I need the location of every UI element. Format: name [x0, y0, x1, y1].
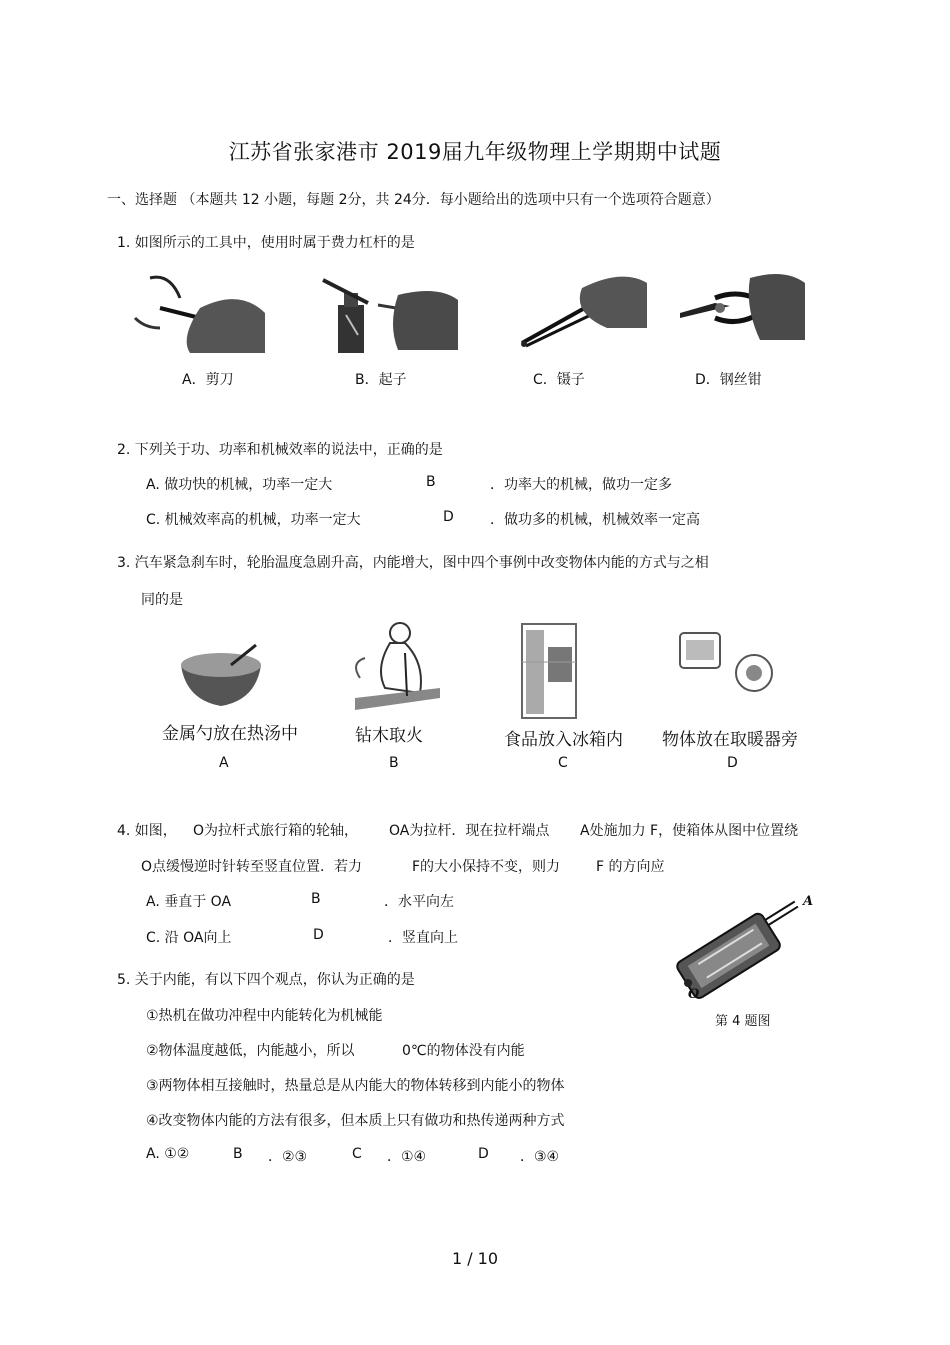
q5-stem: 5. 关于内能，有以下四个观点，你认为正确的是	[117, 972, 415, 988]
document-title: 江苏省张家港市 2019届九年级物理上学期期中试题	[228, 140, 722, 164]
drilling-wood-fire-image	[345, 618, 450, 713]
q4-line2-b: F的大小保持不变，则力	[412, 859, 561, 875]
q4-option-c: C. 沿 OA向上	[146, 930, 232, 946]
q5-option-d-text: ．③④	[520, 1149, 560, 1165]
bottle-opener-image	[318, 275, 458, 355]
figure-caption: 第 4 题图	[715, 1014, 771, 1029]
q4-line2-c: F 的方向应	[596, 859, 665, 875]
q5-option-d-letter: D	[478, 1146, 489, 1162]
q3-letter-c: C	[558, 755, 568, 771]
q3-stem-line1: 3. 汽车紧急刹车时，轮胎温度急剧升高，内能增大，图中四个事例中改变物体内能的方式与之相	[117, 555, 709, 571]
q5-option-b-letter: B	[233, 1146, 243, 1162]
page-number: 1 / 10	[451, 1249, 499, 1268]
q4-line1-a: 4. 如图，	[117, 823, 177, 839]
tweezers-image	[512, 268, 647, 350]
q5-item-4: ④改变物体内能的方法有很多，但本质上只有做功和热传递两种方式	[146, 1113, 565, 1129]
q2-option-d-text: ．做功多的机械，机械效率一定高	[490, 512, 700, 528]
q2-stem: 2. 下列关于功、功率和机械效率的说法中，正确的是	[117, 442, 443, 458]
q4-line1-d: A处施加力 F，使箱体从图中位置绕	[580, 823, 799, 839]
q3-caption-c: 食品放入冰箱内	[504, 730, 623, 750]
refrigerator-image	[520, 622, 580, 720]
q1-option-d: D．钢丝钳	[695, 372, 762, 388]
q4-line1-c: OA为拉杆．现在拉杆端点	[389, 823, 550, 839]
q5-item-3: ③两物体相互接触时，热量总是从内能大的物体转移到内能小的物体	[146, 1078, 565, 1094]
q2-option-b-text: ．功率大的机械，做功一定多	[490, 477, 672, 493]
q3-letter-d: D	[727, 755, 738, 771]
q4-option-d-letter: D	[313, 927, 324, 943]
q2-option-b-letter: B	[426, 474, 436, 490]
q1-option-c: C．镊子	[533, 372, 585, 388]
q3-caption-b: 钻木取火	[355, 726, 423, 746]
figure-label-a: A	[803, 894, 814, 909]
q4-line2-a: O点缓慢逆时针转至竖直位置．若力	[141, 859, 363, 875]
q3-caption-d: 物体放在取暖器旁	[662, 730, 798, 750]
hot-soup-bowl-image	[176, 640, 266, 710]
q4-line1-b: O为拉杆式旅行箱的轮轴，	[193, 823, 359, 839]
q1-stem: 1. 如图所示的工具中，使用时属于费力杠杆的是	[117, 235, 415, 251]
q5-item-1: ①热机在做功冲程中内能转化为机械能	[146, 1008, 383, 1024]
section-heading: 一、选择题 （本题共 12 小题，每题 2分，共 24分．每小题给出的选项中只有一个选项符合题意）	[107, 192, 720, 208]
q1-option-a: A．剪刀	[182, 372, 234, 388]
q2-option-a: A. 做功快的机械，功率一定大	[146, 477, 333, 493]
q5-option-a: A. ①②	[146, 1146, 190, 1162]
q4-option-b-letter: B	[311, 891, 321, 907]
q4-option-a: A. 垂直于 OA	[146, 894, 232, 910]
q3-letter-a: A	[219, 755, 229, 771]
q5-option-b-text: ．②③	[268, 1149, 308, 1165]
pliers-image	[675, 268, 805, 348]
q2-option-c: C. 机械效率高的机械，功率一定大	[146, 512, 361, 528]
q3-stem-line2: 同的是	[141, 592, 183, 608]
heater-image	[672, 628, 782, 698]
q5-option-c-letter: C	[352, 1146, 362, 1162]
q4-option-b-text: ．水平向左	[384, 894, 454, 910]
q5-item-2: ②物体温度越低，内能越小，所以	[146, 1043, 355, 1059]
q5-option-c-text: ．①④	[387, 1149, 427, 1165]
q3-letter-b: B	[389, 755, 399, 771]
q3-caption-a: 金属勺放在热汤中	[162, 724, 298, 744]
figure-label-o: O	[688, 987, 700, 1002]
q1-option-b: B．起子	[355, 372, 407, 388]
q4-option-d-text: ．竖直向上	[388, 930, 458, 946]
q2-option-d-letter: D	[443, 509, 454, 525]
q5-item-2-tail: 0℃的物体没有内能	[402, 1043, 525, 1059]
scissors-image	[130, 268, 268, 356]
